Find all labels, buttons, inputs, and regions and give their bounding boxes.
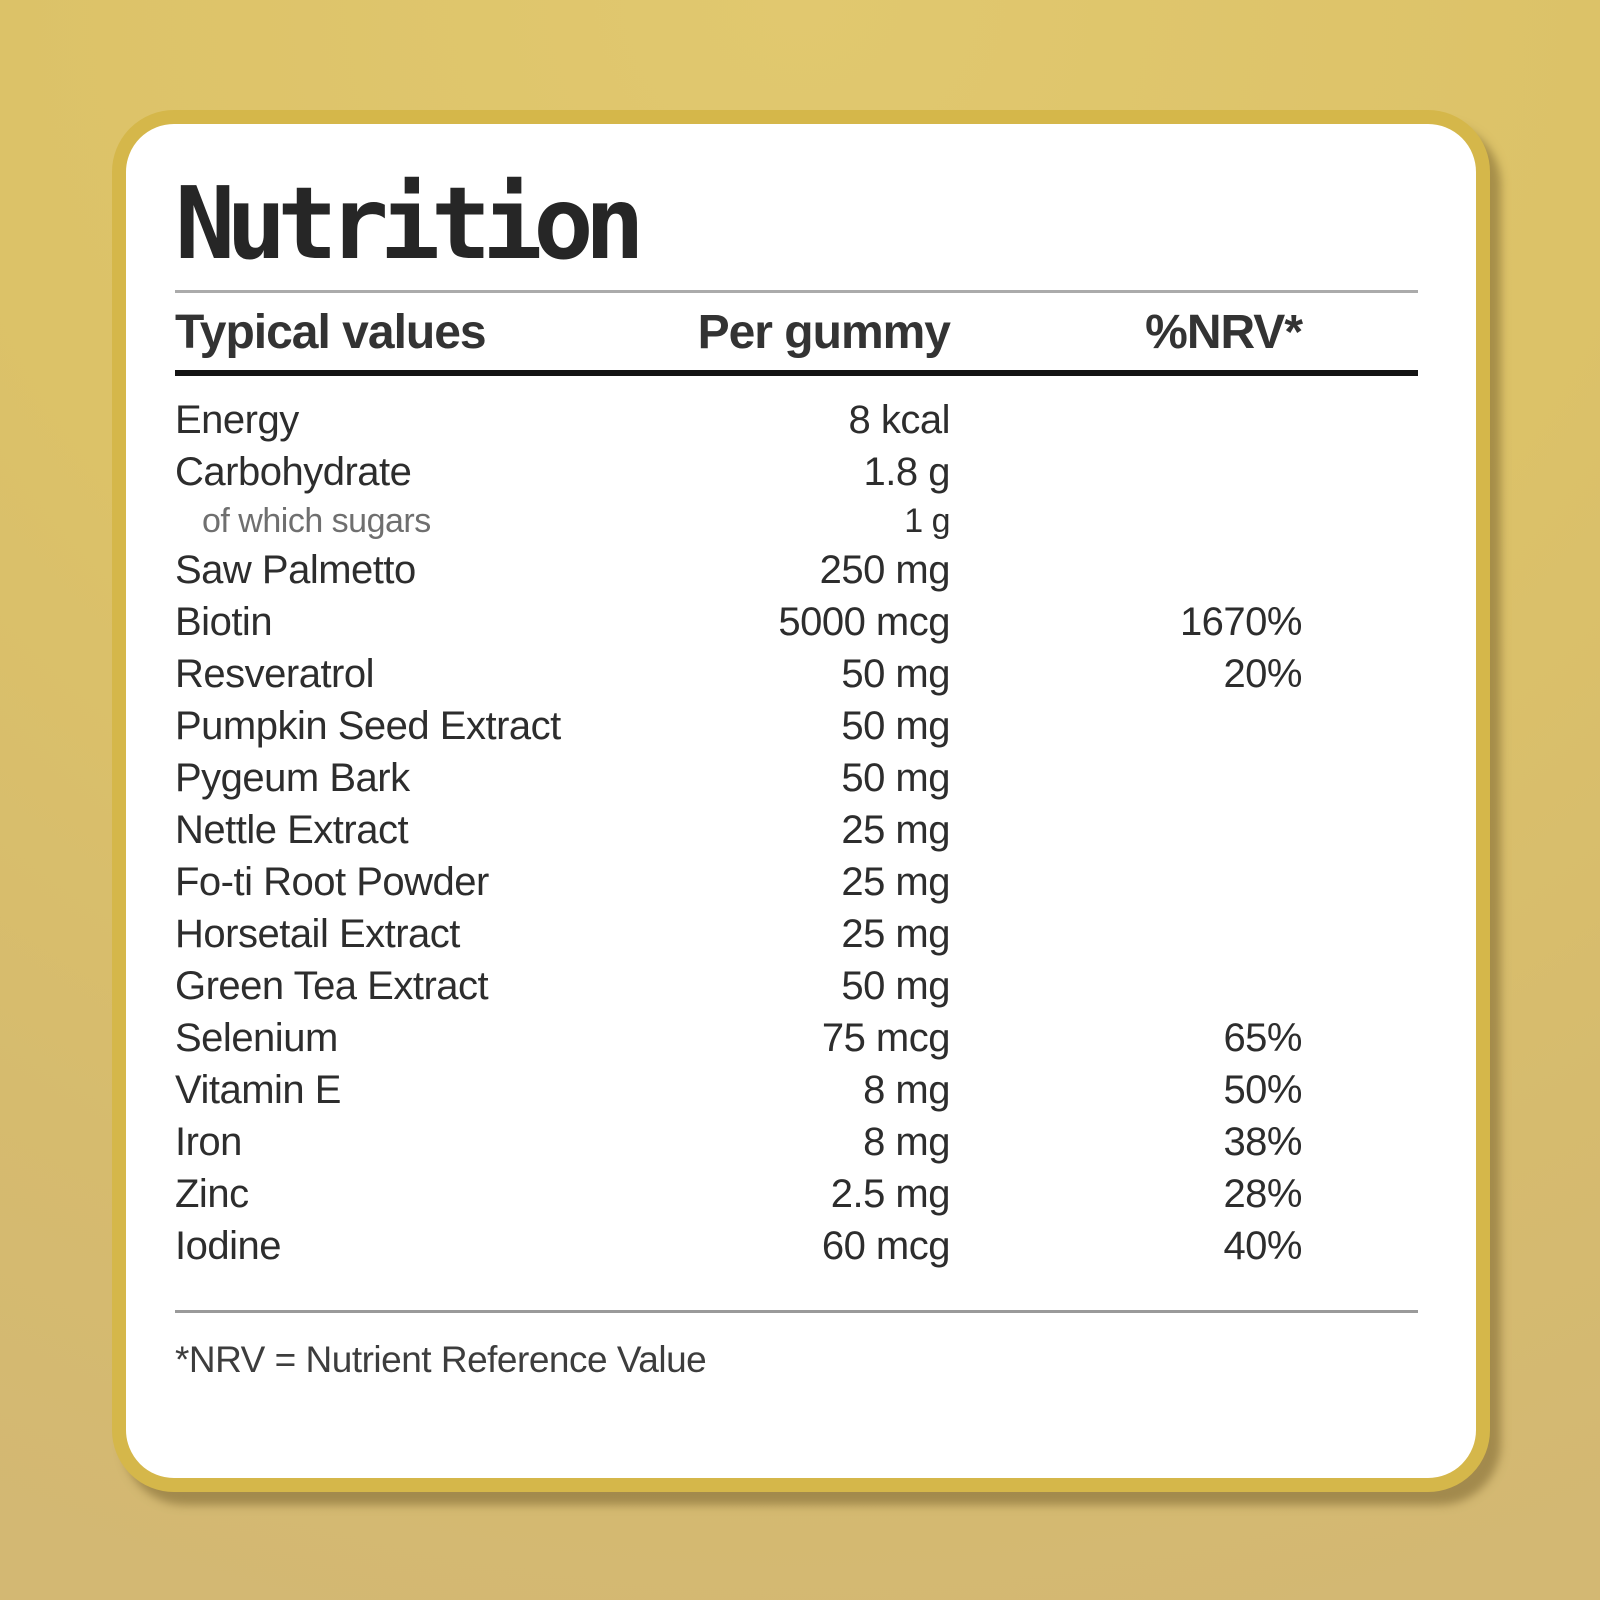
row-label: Selenium	[175, 1015, 338, 1060]
row-label: Pygeum Bark	[175, 755, 410, 800]
table-row	[175, 1012, 1418, 1064]
row-nrv-value: 65%	[1223, 1015, 1302, 1060]
row-per-gummy-value: 8 mg	[863, 1119, 950, 1164]
row-label: Iron	[175, 1119, 242, 1164]
row-per-gummy-value: 75 mcg	[821, 1015, 950, 1060]
table-row	[175, 544, 1418, 596]
row-per-gummy-value: 8 mg	[863, 1067, 950, 1112]
row-label: Vitamin E	[175, 1067, 341, 1112]
row-nrv-value: 38%	[1223, 1119, 1302, 1164]
row-label: Pumpkin Seed Extract	[175, 703, 561, 748]
row-label: Saw Palmetto	[175, 547, 416, 592]
row-nrv-value: 20%	[1223, 651, 1302, 696]
table-body	[175, 394, 1418, 1272]
table-row	[175, 596, 1418, 648]
row-per-gummy-value: 50 mg	[841, 703, 950, 748]
row-label: Biotin	[175, 599, 273, 644]
table-row	[175, 908, 1418, 960]
table-row	[175, 804, 1418, 856]
table-row	[175, 1220, 1418, 1272]
table-row	[175, 856, 1418, 908]
label-content	[126, 124, 1476, 1381]
row-per-gummy-value: 25 mg	[841, 859, 950, 904]
table-header-row	[175, 305, 1418, 370]
row-per-gummy-value: 8 kcal	[848, 397, 950, 442]
row-per-gummy-value: 50 mg	[841, 755, 950, 800]
row-nrv-value: 1670%	[1179, 599, 1302, 644]
row-per-gummy-value: 25 mg	[841, 807, 950, 852]
table-row	[175, 752, 1418, 804]
row-per-gummy-value: 5000 mcg	[778, 599, 950, 644]
header-divider	[175, 370, 1418, 376]
footer-divider	[175, 1310, 1418, 1313]
table-row	[175, 498, 1418, 544]
row-label: Fo-ti Root Powder	[175, 859, 489, 904]
row-nrv-value: 28%	[1223, 1171, 1302, 1216]
title-divider	[175, 290, 1418, 293]
row-per-gummy-value: 50 mg	[841, 651, 950, 696]
table-row	[175, 1064, 1418, 1116]
table-row	[175, 394, 1418, 446]
table-row	[175, 700, 1418, 752]
row-per-gummy-value: 25 mg	[841, 911, 950, 956]
column-header-nrv: %NRV*	[1145, 306, 1302, 359]
row-per-gummy-value: 60 mcg	[821, 1223, 950, 1268]
column-header-per-gummy: Per gummy	[697, 306, 950, 359]
page-title: Nutrition	[175, 165, 636, 282]
table-row	[175, 1116, 1418, 1168]
row-label: Nettle Extract	[175, 807, 409, 852]
column-header-typical-values: Typical values	[175, 306, 486, 359]
row-nrv-value: 50%	[1223, 1067, 1302, 1112]
row-per-gummy-value: 1.8 g	[863, 449, 950, 494]
row-label: Resveratrol	[175, 651, 375, 696]
row-nrv-value: 40%	[1223, 1223, 1302, 1268]
row-per-gummy-value: 50 mg	[841, 963, 950, 1008]
row-label: Iodine	[175, 1223, 281, 1268]
nutrition-label-card	[112, 110, 1490, 1492]
row-per-gummy-value: 2.5 mg	[830, 1171, 950, 1216]
table-row	[175, 960, 1418, 1012]
row-label: Carbohydrate	[175, 449, 412, 494]
row-label: Energy	[175, 397, 299, 442]
table-row	[175, 648, 1418, 700]
row-label: of which sugars	[202, 501, 431, 540]
row-label: Horsetail Extract	[175, 911, 460, 956]
row-per-gummy-value: 250 mg	[819, 547, 950, 592]
row-label: Zinc	[175, 1171, 249, 1216]
row-per-gummy-value: 1 g	[904, 501, 950, 540]
nrv-footnote: *NRV = Nutrient Reference Value	[175, 1339, 707, 1380]
table-row	[175, 1168, 1418, 1220]
table-row	[175, 446, 1418, 498]
row-label: Green Tea Extract	[175, 963, 489, 1008]
